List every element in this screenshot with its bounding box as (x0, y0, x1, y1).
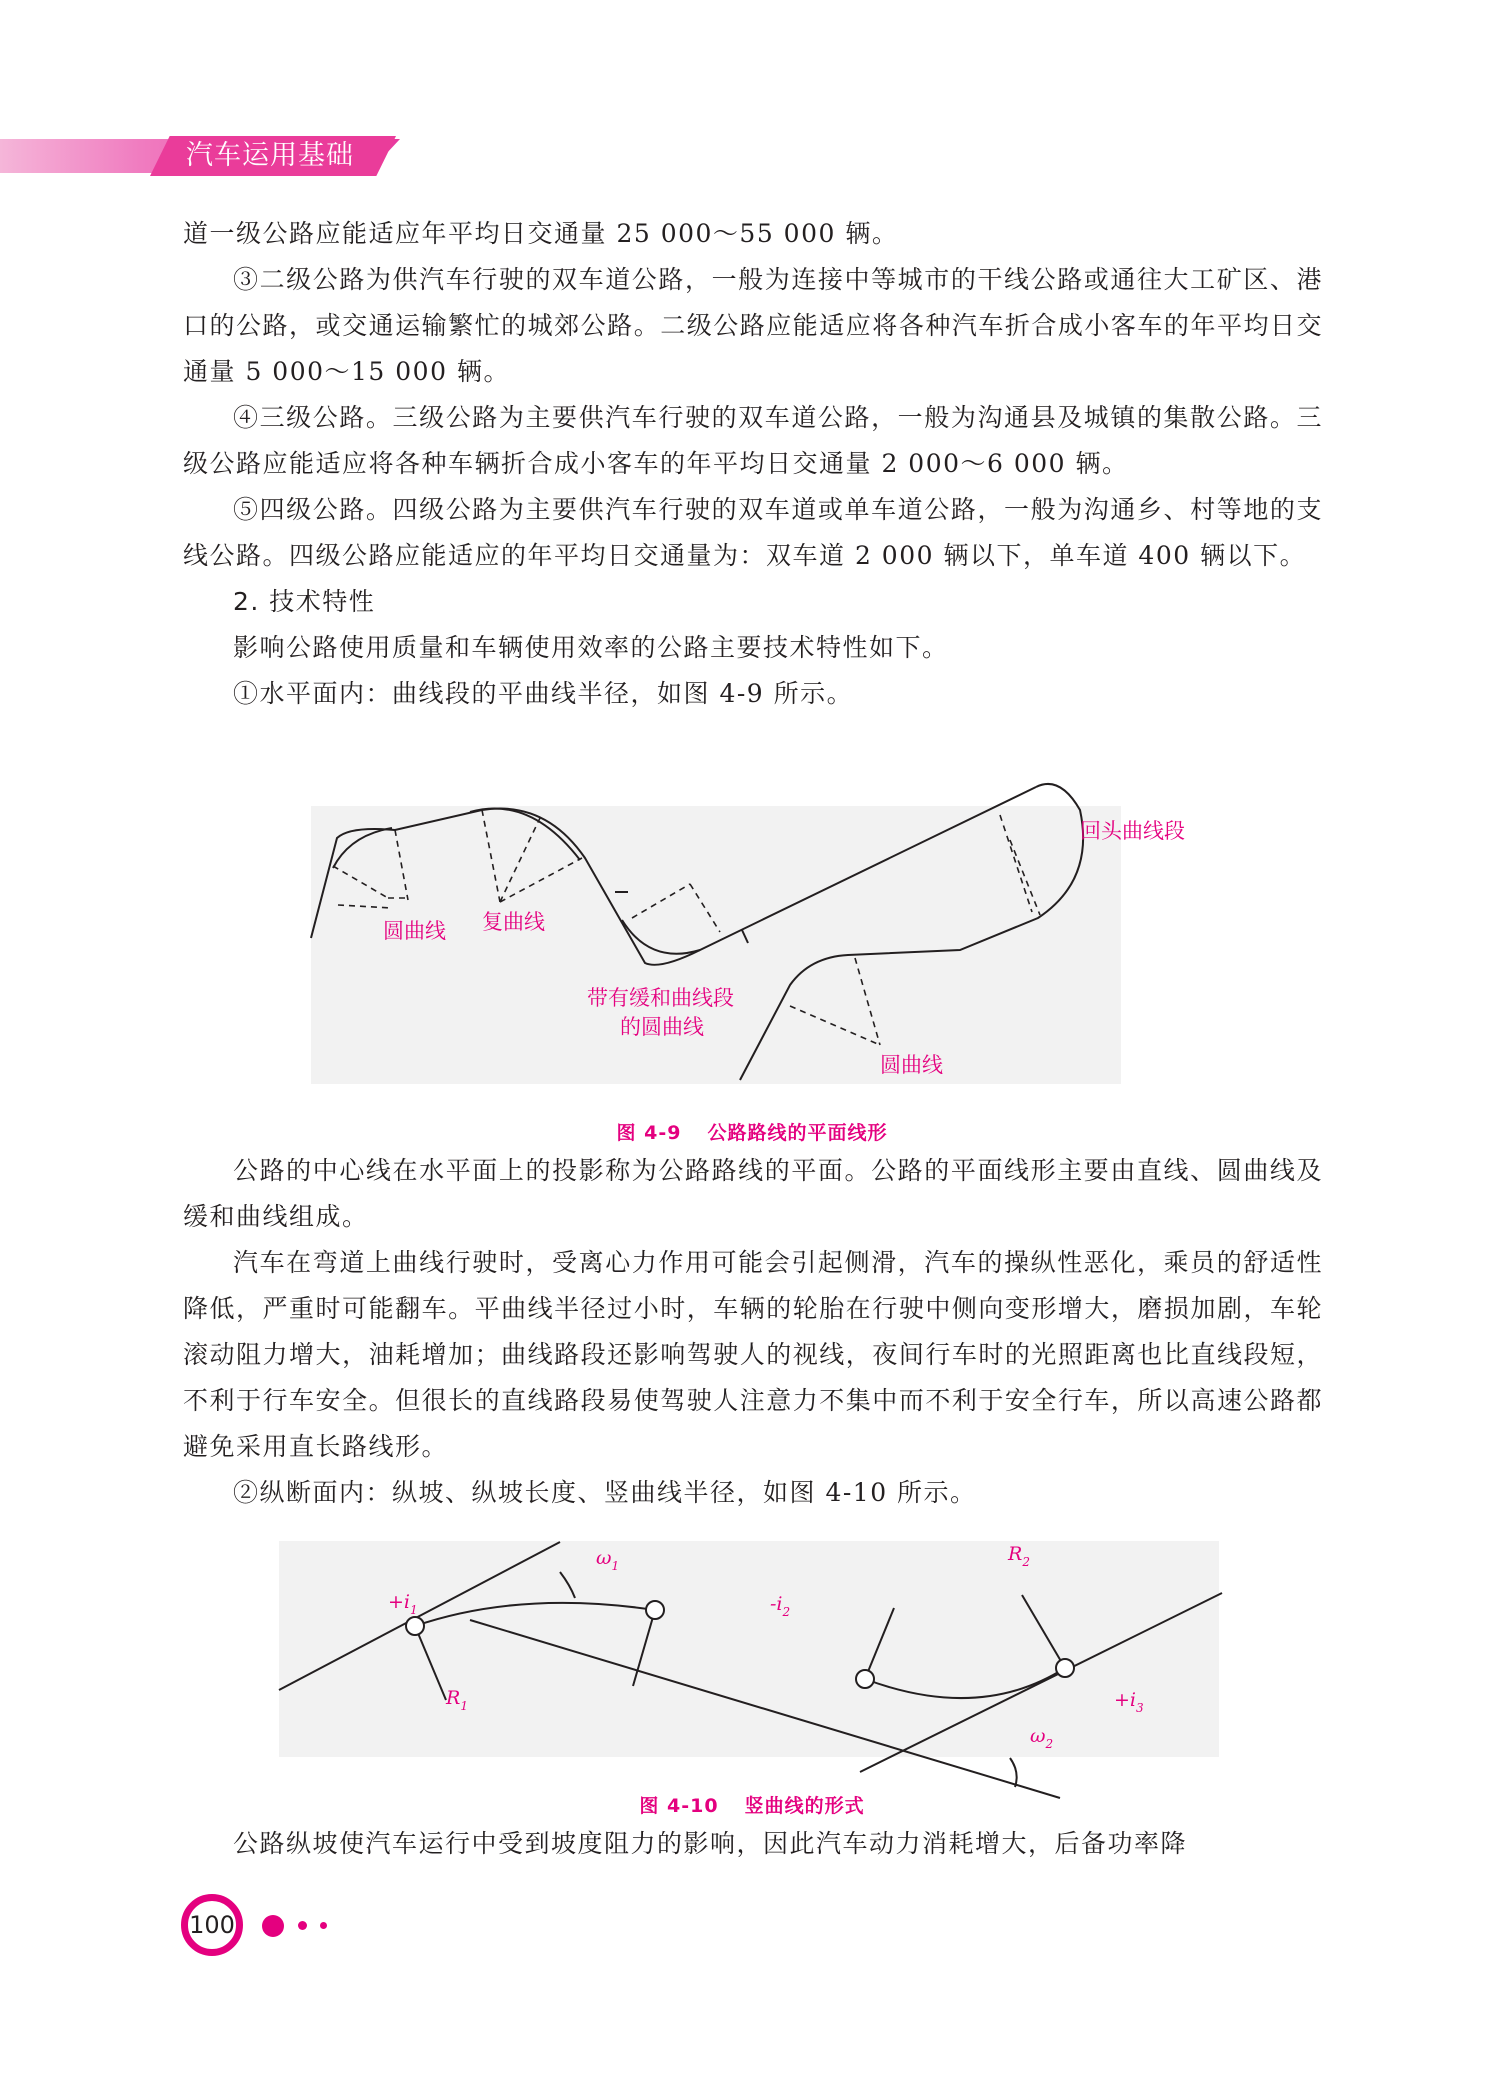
tangent-point (856, 1670, 874, 1688)
figure-4-10-diagram (0, 1500, 1504, 1800)
tangent-point (1056, 1659, 1074, 1677)
paragraph: ②纵断面内：纵坡、纵坡长度、竖曲线半径，如图 4-10 所示。 (233, 1478, 977, 1507)
label-grade-i1: $+i_1$ (388, 1591, 418, 1617)
decorative-dot (298, 1921, 307, 1930)
text-block-2 (183, 1148, 1323, 1516)
paragraph: ④三级公路。三级公路为主要供汽车行驶的双车道公路，一般为沟通县及城镇的集散公路。三级公路应能适应将各种车辆折合成小客车的年平均日交通量 2 000～6 000 辆。 (183, 403, 1323, 478)
grade-line-i2 (470, 1620, 1060, 1798)
label-circular-curve-2: 圆曲线 (880, 1053, 943, 1077)
hairpin-curve (740, 784, 1083, 1080)
page-number: 100 (189, 1911, 235, 1939)
book-title: 汽车运用基础 (186, 140, 354, 171)
label-circular-curve-1: 圆曲线 (383, 919, 446, 943)
crest-curve (415, 1603, 655, 1626)
label-R2: $R_2$ (1008, 1543, 1030, 1569)
label-grade-i3: $+i_3$ (1114, 1689, 1144, 1715)
label-hairpin-curve: 回头曲线段 (1080, 819, 1185, 843)
label-omega1: $\omega_1$ (596, 1547, 620, 1573)
caption-number: 图 4-10 (639, 1795, 719, 1817)
transition-curve (622, 920, 700, 954)
paragraph: 公路的中心线在水平面上的投影称为公路路线的平面。公路的平面线形主要由直线、圆曲线及缓和曲线组成。 (183, 1156, 1323, 1231)
section-heading: 2. 技术特性 (233, 587, 376, 616)
sag-curve (865, 1668, 1065, 1698)
paragraph: ①水平面内：曲线段的平曲线半径，如图 4-9 所示。 (233, 679, 854, 708)
caption-text: 公路路线的平面线形 (707, 1122, 888, 1144)
paragraph: 汽车在弯道上曲线行驶时，受离心力作用可能会引起侧滑，汽车的操纵性恶化，乘员的舒适性降低，严重时可能翻车。平曲线半径过小时，车辆的轮胎在行驶中侧向变形增大，磨损加剧，车轮滚动阻力增大，油耗增加；曲线路段还影响驾驶人的视线，夜间行车时的光照距离也比直线段短，不利于行车安全。但很长的直线路段易使驾驶人注意力不集中而不利于安全行车，所以高速公路都避免采用直长路线形。 (183, 1248, 1323, 1461)
text-block-3 (183, 1821, 1323, 1867)
paragraph: 道一级公路应能适应年平均日交通量 25 000～55 000 辆。 (183, 219, 899, 248)
label-R1: $R_1$ (446, 1687, 468, 1713)
paragraph: ⑤四级公路。四级公路为主要供汽车行驶的双车道或单车道公路，一般为沟通乡、村等地的支线公路。四级公路应能适应的年平均日交通量为：双车道 2 000 辆以下，单车道 400 辆以下。 (183, 495, 1323, 570)
decorative-dot (320, 1922, 327, 1929)
caption-text: 竖曲线的形式 (744, 1795, 865, 1817)
paragraph: 影响公路使用质量和车辆使用效率的公路主要技术特性如下。 (233, 633, 949, 662)
label-omega2: $\omega_2$ (1030, 1725, 1054, 1751)
figure-4-10-caption (0, 1791, 1504, 1818)
figure-4-9-caption (0, 1118, 1504, 1145)
decorative-dot (262, 1915, 284, 1937)
caption-number: 图 4-9 (616, 1122, 682, 1144)
label-transition-curve-line2: 的圆曲线 (620, 1015, 704, 1039)
label-compound-curve: 复曲线 (482, 910, 545, 934)
label-grade-i2: $-i_2$ (770, 1593, 791, 1619)
label-transition-curve-line1: 带有缓和曲线段 (587, 986, 734, 1010)
paragraph: 公路纵坡使汽车运行中受到坡度阻力的影响，因此汽车动力消耗增大，后备功率降 (233, 1829, 1188, 1858)
paragraph: ③二级公路为供汽车行驶的双车道公路，一般为连接中等城市的干线公路或通往大工矿区、港口的公路，或交通运输繁忙的城郊公路。二级公路应能适应将各种汽车折合成小客车的年平均日交通量 5 000～15 000 辆。 (183, 265, 1323, 386)
tangent-point (646, 1601, 664, 1619)
grade-line-i1 (279, 1542, 560, 1690)
tangent-point (406, 1617, 424, 1635)
